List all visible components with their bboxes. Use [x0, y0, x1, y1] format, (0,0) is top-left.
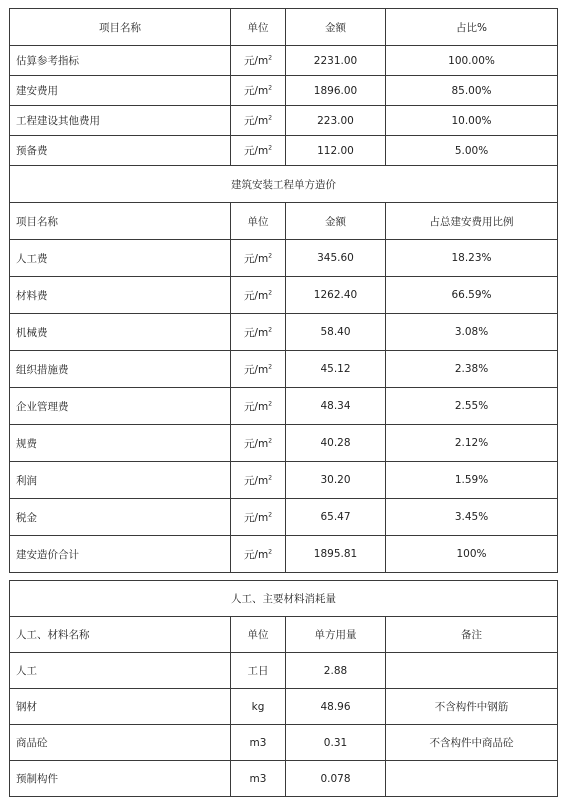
header-cell-text: 单位 — [247, 21, 269, 34]
table-row — [10, 653, 558, 689]
ratio-text: 3.45% — [454, 511, 489, 523]
unit — [231, 388, 286, 425]
cost-index-table — [9, 8, 558, 573]
quantity — [286, 689, 386, 725]
header-cell-text: 项目名称 — [16, 215, 58, 228]
unit-superscript: 2 — [268, 363, 273, 370]
header-cell — [286, 617, 386, 653]
table-header-row — [10, 9, 558, 46]
table-row — [10, 314, 558, 351]
header-cell — [10, 9, 231, 46]
header-cell-text: 项目名称 — [99, 21, 141, 34]
unit — [231, 106, 286, 136]
unit — [231, 761, 286, 797]
unit-text: 元/m — [243, 326, 269, 339]
ratio — [386, 136, 558, 166]
item-name — [10, 136, 231, 166]
ratio — [386, 388, 558, 425]
table-title-row — [10, 581, 558, 617]
amount-text: 112.00 — [317, 144, 354, 157]
unit-text: kg — [251, 700, 265, 713]
note — [386, 725, 558, 761]
ratio-text: 3.08% — [454, 326, 489, 338]
item-name-text: 规费 — [16, 437, 37, 450]
ratio — [386, 536, 558, 573]
unit — [231, 653, 286, 689]
amount — [286, 240, 386, 277]
unit — [231, 425, 286, 462]
unit-superscript: 2 — [268, 114, 273, 122]
unit-text: 元/m — [243, 289, 269, 302]
header-cell-text: 占总建安费用比例 — [429, 215, 514, 228]
amount-text: 30.20 — [320, 474, 351, 486]
table-title-text: 人工、主要材料消耗量 — [231, 593, 336, 605]
amount — [286, 351, 386, 388]
item-name — [10, 536, 231, 573]
amount — [286, 425, 386, 462]
header-cell-text: 金额 — [325, 21, 346, 34]
table-row — [10, 425, 558, 462]
ratio-text: 100% — [456, 548, 487, 560]
header-cell-text: 占比% — [456, 21, 487, 34]
ratio-text: 5.00% — [454, 144, 489, 157]
note — [386, 653, 558, 689]
note — [386, 761, 558, 797]
item-name-text: 商品砼 — [16, 737, 48, 749]
quantity — [286, 725, 386, 761]
unit — [231, 351, 286, 388]
note-text: 不含构件中商品砼 — [429, 737, 514, 749]
item-name-text: 钢材 — [16, 701, 37, 713]
table-row — [10, 106, 558, 136]
ratio — [386, 425, 558, 462]
amount-text: 1896.00 — [313, 84, 358, 97]
amount-text: 1262.40 — [313, 289, 358, 301]
amount — [286, 277, 386, 314]
item-name — [10, 388, 231, 425]
ratio-text: 85.00% — [451, 84, 492, 97]
item-name-text: 人工费 — [16, 252, 48, 265]
ratio — [386, 240, 558, 277]
quantity-text: 2.88 — [323, 664, 348, 677]
unit-text: m3 — [249, 736, 267, 749]
item-name — [10, 351, 231, 388]
item-name — [10, 653, 231, 689]
ratio — [386, 499, 558, 536]
table-row — [10, 351, 558, 388]
item-name-text: 人工 — [16, 665, 37, 677]
unit-text: 元/m — [243, 474, 269, 487]
ratio — [386, 106, 558, 136]
item-name-text: 组织措施费 — [16, 363, 69, 376]
table-row — [10, 76, 558, 106]
amount-text: 223.00 — [317, 114, 354, 127]
item-name-text: 利润 — [16, 474, 37, 487]
item-name — [10, 314, 231, 351]
item-name — [10, 46, 231, 76]
table-row — [10, 689, 558, 725]
header-cell — [286, 203, 386, 240]
header-cell — [10, 203, 231, 240]
unit-superscript: 2 — [268, 474, 273, 481]
amount — [286, 46, 386, 76]
quantity-text: 48.96 — [320, 700, 351, 713]
unit-superscript: 2 — [268, 54, 273, 62]
amount — [286, 462, 386, 499]
ratio-text: 10.00% — [451, 114, 492, 127]
unit — [231, 462, 286, 499]
table-row — [10, 725, 558, 761]
section-title-row — [10, 166, 558, 203]
ratio-text: 2.12% — [454, 437, 489, 449]
amount-text: 1895.81 — [313, 548, 358, 560]
header-cell-text: 金额 — [325, 215, 346, 228]
unit — [231, 689, 286, 725]
item-name — [10, 462, 231, 499]
item-name-text: 机械费 — [16, 326, 48, 339]
table-title — [10, 581, 558, 617]
ratio — [386, 277, 558, 314]
unit-superscript: 2 — [268, 326, 273, 333]
ratio-text: 1.59% — [454, 474, 489, 486]
table-row — [10, 499, 558, 536]
amount-text: 65.47 — [320, 511, 351, 523]
ratio — [386, 76, 558, 106]
ratio-text: 2.55% — [454, 400, 489, 412]
table-row — [10, 462, 558, 499]
unit — [231, 46, 286, 76]
note — [386, 689, 558, 725]
unit-superscript: 2 — [268, 511, 273, 518]
header-cell — [386, 617, 558, 653]
amount — [286, 106, 386, 136]
item-name-text: 材料费 — [16, 289, 48, 302]
unit — [231, 536, 286, 573]
item-name — [10, 240, 231, 277]
item-name — [10, 499, 231, 536]
table-row — [10, 240, 558, 277]
unit-text: 元/m — [243, 437, 269, 450]
material-consumption-table — [9, 580, 558, 797]
note-text: 不含构件中钢筋 — [434, 701, 509, 713]
header-cell — [10, 617, 231, 653]
item-name-text: 建安造价合计 — [16, 548, 79, 561]
amount-text: 58.40 — [320, 326, 351, 338]
amount — [286, 388, 386, 425]
unit-superscript: 2 — [268, 84, 273, 92]
unit-text: 元/m — [243, 548, 269, 561]
unit-text: 元/m — [243, 115, 269, 127]
amount-text: 45.12 — [320, 363, 351, 375]
item-name — [10, 277, 231, 314]
unit — [231, 136, 286, 166]
item-name — [10, 689, 231, 725]
unit-text: 元/m — [243, 363, 269, 376]
amount — [286, 314, 386, 351]
item-name — [10, 106, 231, 136]
header-cell — [386, 203, 558, 240]
ratio-text: 100.00% — [448, 54, 495, 67]
header-cell-text: 单位 — [247, 215, 269, 228]
section-title-text: 建筑安装工程单方造价 — [231, 178, 336, 191]
unit-text: 元/m — [243, 85, 269, 97]
item-name-text: 企业管理费 — [16, 400, 69, 413]
unit — [231, 499, 286, 536]
amount — [286, 136, 386, 166]
unit-text: 元/m — [243, 145, 269, 157]
unit — [231, 240, 286, 277]
quantity — [286, 761, 386, 797]
amount-text: 40.28 — [320, 437, 351, 449]
item-name-text: 建安费用 — [16, 85, 58, 97]
unit-text: 元/m — [243, 252, 269, 265]
amount-text: 48.34 — [320, 400, 351, 412]
item-name — [10, 761, 231, 797]
item-name-text: 预制构件 — [16, 773, 58, 785]
item-name-text: 预备费 — [16, 145, 48, 157]
unit-superscript: 2 — [268, 400, 273, 407]
table-row — [10, 136, 558, 166]
unit-superscript: 2 — [268, 252, 273, 259]
unit-superscript: 2 — [268, 437, 273, 444]
header-cell — [231, 617, 286, 653]
table-row — [10, 46, 558, 76]
quantity-text: 0.078 — [320, 772, 351, 785]
ratio-text: 2.38% — [454, 363, 489, 375]
table-row — [10, 536, 558, 573]
quantity-text: 0.31 — [323, 736, 348, 749]
header-cell-text: 单位 — [247, 629, 269, 641]
ratio — [386, 314, 558, 351]
ratio — [386, 46, 558, 76]
unit-superscript: 2 — [268, 548, 273, 555]
unit-superscript: 2 — [268, 289, 273, 296]
amount-text: 345.60 — [317, 252, 354, 264]
amount — [286, 76, 386, 106]
unit-text: 工日 — [247, 665, 269, 677]
amount-text: 2231.00 — [313, 54, 358, 67]
table-header-row — [10, 203, 558, 240]
item-name-text: 工程建设其他费用 — [16, 115, 100, 127]
unit — [231, 76, 286, 106]
item-name-text: 估算参考指标 — [16, 55, 79, 67]
ratio-text: 18.23% — [451, 252, 492, 264]
ratio — [386, 462, 558, 499]
unit-text: 元/m — [243, 511, 269, 524]
table-header-row — [10, 617, 558, 653]
unit — [231, 725, 286, 761]
unit-text: 元/m — [243, 55, 269, 67]
ratio — [386, 351, 558, 388]
item-name — [10, 425, 231, 462]
header-cell — [286, 9, 386, 46]
table-row — [10, 388, 558, 425]
unit — [231, 277, 286, 314]
table-row — [10, 277, 558, 314]
ratio-text: 66.59% — [451, 289, 492, 301]
item-name — [10, 725, 231, 761]
table-row — [10, 761, 558, 797]
header-cell — [231, 9, 286, 46]
item-name-text: 税金 — [16, 511, 37, 524]
unit-text: 元/m — [243, 400, 269, 413]
amount — [286, 499, 386, 536]
quantity — [286, 653, 386, 689]
header-cell-text: 备注 — [461, 629, 482, 641]
item-name — [10, 76, 231, 106]
unit — [231, 314, 286, 351]
header-cell — [231, 203, 286, 240]
unit-superscript: 2 — [268, 144, 273, 152]
header-cell-text: 人工、材料名称 — [16, 629, 90, 641]
unit-text: m3 — [249, 772, 267, 785]
header-cell-text: 单方用量 — [314, 629, 357, 641]
section-title — [10, 166, 558, 203]
header-cell — [386, 9, 558, 46]
amount — [286, 536, 386, 573]
